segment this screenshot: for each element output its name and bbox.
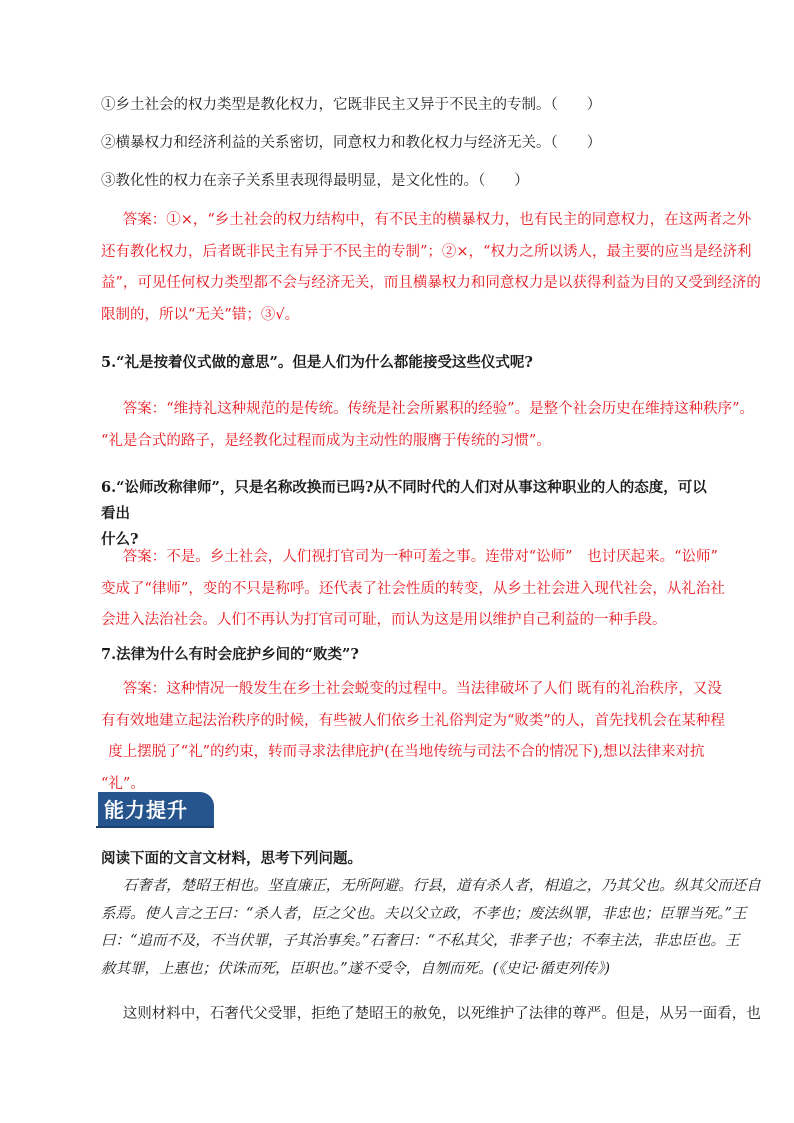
classical-line: 系焉。使人言之王曰：“杀人者，臣之父也。夫以父立政，不孝也；废法纵罪，非忠也；臣罪当死。”王 bbox=[101, 905, 747, 922]
classical-line: 石奢者，楚昭王相也。坚直廉正，无所阿避。行县，道有杀人者，相追之，乃其父也。纵其父而还自 bbox=[122, 878, 761, 894]
answer-line: 度上摆脱了“礼”的约束，转而寻求法律庇护(在当地传统与司法不合的情况下),想以法律来对抗 bbox=[108, 744, 705, 760]
answer-judgments bbox=[101, 205, 761, 331]
judgment-1: ①乡土社会的权力类型是教化权力，它既非民主又异于不民主的专制。（ ） bbox=[101, 97, 602, 113]
answer-line: 还有教化权力，后者既非民主有异于不民主的专制”；②×，“权力之所以诱人，最主要的应当是经济利 bbox=[101, 243, 752, 260]
section-banner: 能力提升 bbox=[98, 792, 214, 828]
answer-line: “礼是合式的路子，是经教化过程而成为主动性的服膺于传统的习惯”。 bbox=[101, 432, 551, 449]
answer-5 bbox=[101, 394, 754, 457]
answer-line: 答案：①×，“乡土社会的权力结构中，有不民主的横暴权力，也有民主的同意权力，在这两者之外 bbox=[122, 212, 752, 228]
judgment-3: ③教化性的权力在亲子关系里表现得最明显，是文化性的。（ ） bbox=[101, 173, 529, 189]
answer-line: 有有效地建立起法治秩序的时候，有些被人们依乡土礼俗判定为“败类”的人，首先找机会在某种程 bbox=[101, 712, 725, 729]
question-line: 6.“讼师改称律师”，只是名称改换而已吗?从不同时代的人们对从事这种职业的人的态度，可以看出 bbox=[101, 479, 707, 522]
answer-line: “礼”。 bbox=[101, 775, 145, 792]
answer-6 bbox=[101, 542, 723, 637]
analysis-paragraph: 这则材料中，石奢代父受罪，拒绝了楚昭王的赦免，以死维护了法律的尊严。但是，从另一面看，也 bbox=[122, 1006, 761, 1022]
answer-line: 答案：不是。乡土社会，人们视打官司为一种可羞之事。连带对“讼师” 也讨厌起来。“讼师” bbox=[122, 549, 718, 565]
classical-line: 曰：“追而不及，不当伏罪，子其治事矣。”石奢曰：“不私其父，非孝子也；不奉主法，非忠臣也。王 bbox=[101, 933, 740, 949]
answer-line: 限制的，所以“无关”错；③√。 bbox=[101, 306, 300, 323]
question-line: 什么? bbox=[101, 531, 139, 548]
classical-line: 赦其罪，上惠也；伏诛而死，臣职也。”遂不受令，自刎而死。(《史记·循吏列传》) bbox=[101, 960, 611, 977]
answer-line: 益”，可见任何权力类型都不会与经济无关，而且横暴权力和同意权力是以获得利益为目的又受到经济的 bbox=[101, 275, 761, 291]
answer-line: 会进入法治社会。人们不再认为打官司可耻，而认为这是用以维护自己利益的一种手段。 bbox=[101, 612, 667, 628]
answer-line: 变成了“律师”，变的不只是称呼。还代表了社会性质的转变，从乡土社会进入现代社会，从礼治社 bbox=[101, 580, 725, 597]
answer-7 bbox=[101, 674, 723, 800]
question-5: 5.“礼是按着仪式做的意思”。但是人们为什么都能接受这些仪式呢? bbox=[101, 354, 533, 371]
question-7: 7.法律为什么有时会庇护乡间的“败类”? bbox=[101, 646, 359, 663]
classical-text bbox=[101, 873, 761, 983]
reading-instruction: 阅读下面的文言文材料，思考下列问题。 bbox=[101, 850, 362, 867]
judgment-2: ②横暴权力和经济利益的关系密切，同意权力和教化权力与经济无关。（ ） bbox=[101, 135, 602, 151]
answer-line: 答案：“维持礼这种规范的是传统。传统是社会所累积的经验”。是整个社会历史在维持这种秩序”。 bbox=[122, 401, 754, 417]
answer-line: 答案：这种情况一般发生在乡土社会蜕变的过程中。当法律破坏了人们 既有的礼治秩序，又没 bbox=[122, 681, 722, 697]
